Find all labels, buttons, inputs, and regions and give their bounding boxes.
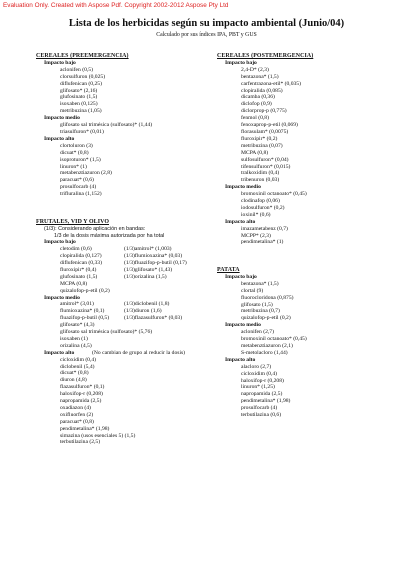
herbicide-row xyxy=(36,274,226,281)
herbicide-item: prosulfocarb (4) xyxy=(241,405,278,412)
herbicide-row xyxy=(36,260,226,267)
herbicide-item: cletodim (0,6) xyxy=(60,246,92,253)
herbicide-item: iodosulfuron* (0,2) xyxy=(241,204,285,211)
herbicide-row xyxy=(36,281,226,288)
category-label: Impacto alto xyxy=(44,349,75,356)
herbicide-item: dicamba (0,36) xyxy=(241,94,275,101)
category-heading: Impacto medio xyxy=(44,294,80,301)
herbicide-item: diflufenican (0,33) xyxy=(60,260,102,267)
herbicide-item: ioxinil* (0,6) xyxy=(241,211,271,218)
herbicide-item: alacloro (2,7) xyxy=(241,363,272,370)
herbicide-item: fluorocloridona (0,875) xyxy=(241,294,294,301)
herbicide-item: MCPA (0,8) xyxy=(241,149,269,156)
herbicide-item: 2,4-D* (2,3) xyxy=(241,66,269,73)
herbicide-item: dicuat* (0,8) xyxy=(60,149,89,156)
category-heading: Impacto bajo xyxy=(44,59,76,66)
herbicide-item: flumioxazina* (0,1) xyxy=(60,308,105,315)
herbicide-item: terbutilazina (2,5) xyxy=(60,439,101,446)
herbicide-item: napropamida (2,5) xyxy=(241,391,283,398)
herbicide-item: metribuzina (0,07) xyxy=(241,142,283,149)
category-heading: Impacto bajo xyxy=(225,59,257,66)
herbicide-item: carfentrazona-etil* (0,035) xyxy=(241,80,301,87)
category-heading: Impacto medio xyxy=(225,322,261,329)
herbicide-item: fluazifop-p-butil (0,5) xyxy=(60,315,110,322)
herbicide-item: diuron (4,8) xyxy=(60,377,87,384)
herbicide-item: glifosato* (4,3) xyxy=(60,322,95,329)
herbicide-item: simazina (usos esenciales 5) (1,5) xyxy=(60,432,136,439)
herbicide-item: quizalofop-p-etil (0,2) xyxy=(241,315,291,322)
herbicide-item: linuron* (1) xyxy=(60,163,87,170)
herbicide-item-banded: (1/3)glifosato* (1,43) xyxy=(124,267,173,273)
category-heading xyxy=(36,350,226,357)
herbicide-item: pendimetalina* (1,98) xyxy=(241,398,291,405)
herbicide-item: trifluralina (1,152) xyxy=(60,191,102,198)
herbicide-item: linuron* (1,25) xyxy=(241,384,275,391)
herbicide-item: bromoxinil octanoato* (0,45) xyxy=(241,191,307,198)
band-note-detail: 1/3 de la dosis máxima autorizada por ha total xyxy=(54,232,165,239)
right-column xyxy=(217,53,387,419)
herbicide-item: aclonifen (0,5) xyxy=(60,66,93,73)
category-heading: Impacto bajo xyxy=(225,273,257,280)
band-note: (1/3): Considerando aplicación en bandas: xyxy=(44,225,146,232)
herbicide-item: imazametabenz (0,7) xyxy=(241,225,288,232)
herbicide-item: clopiralida (0,127) xyxy=(60,253,102,260)
section-heading-frutales: FRUTALES, VID Y OLIVO xyxy=(36,218,110,225)
herbicide-item: MCPA (0,8) xyxy=(60,280,88,287)
herbicide-item: fenmol (0,8) xyxy=(241,115,269,122)
herbicide-item: MCPP* (2,3) xyxy=(241,232,271,239)
category-note: (No cambian de grupo al reducir la dosis) xyxy=(92,349,186,356)
section-heading-cereales-post: CEREALES (POSTEMERGENCIA) xyxy=(217,53,314,59)
herbicide-item: quizalofop-p-etil (0,2) xyxy=(60,287,110,294)
herbicide-item: haloxifop-r (0,208) xyxy=(60,391,103,398)
herbicide-item: aclonifen (2,7) xyxy=(241,329,274,336)
herbicide-row xyxy=(36,343,226,350)
herbicide-item: clortal (9) xyxy=(241,287,264,294)
herbicide-row xyxy=(36,267,226,274)
herbicide-item: fluroxipir* (0,4) xyxy=(60,267,97,273)
herbicide-item: diclofop (0,9) xyxy=(241,101,272,108)
herbicide-item: prosulfocarb (4) xyxy=(60,184,97,191)
herbicide-item: fluroxipir* (0,2) xyxy=(241,135,278,142)
category-heading: Impacto alto xyxy=(225,218,256,225)
herbicide-item: clortoluron (3) xyxy=(60,142,93,149)
herbicide-item: triasulfuron* (0,01) xyxy=(60,128,104,135)
herbicide-item: sulfosulfuron* (0,04) xyxy=(241,156,289,163)
category-heading: Impacto bajo xyxy=(44,239,76,246)
herbicide-item: dicuat* (0,8) xyxy=(60,370,89,377)
herbicide-row xyxy=(36,288,226,295)
herbicide-item: tifensulfuron* (0,015) xyxy=(241,163,291,170)
herbicide-item: metribuzina (0,7) xyxy=(241,308,280,315)
herbicide-item: bentazona* (1,5) xyxy=(241,280,279,287)
herbicide-item: isoxaben (1) xyxy=(60,335,88,342)
herbicide-item: metabenztiazuron (2,8) xyxy=(60,170,112,177)
herbicide-item: cicloxidim (0,4) xyxy=(60,356,97,363)
herbicide-item: glifosato sal trimésica (sulfosato)* (5,76) xyxy=(60,329,153,336)
herbicide-item-banded: (1/3)diuron (1,6) xyxy=(124,308,162,315)
page-title: Lista de los herbicidas según su impacto ambiental (Junio/04) xyxy=(68,18,345,29)
category-heading: Impacto medio xyxy=(225,184,261,191)
herbicide-item-banded: (1/3)amitrol* (1,003) xyxy=(124,246,172,253)
herbicide-item: diclobenil (5,4) xyxy=(60,363,95,370)
left-column xyxy=(36,53,226,446)
herbicide-item: clorsulfuron (0,025) xyxy=(60,73,106,80)
herbicide-item: paracuat* (0,6) xyxy=(60,177,94,184)
herbicide-item: tralkoxidim (0,4) xyxy=(241,170,280,177)
herbicide-item: haloxifop-r (0,208) xyxy=(241,377,284,384)
category-heading: Impacto medio xyxy=(44,115,80,122)
watermark: Evaluation Only. Created with Aspose Pdf. Copyright 2002-2012 Aspose Pty Ltd xyxy=(3,2,229,9)
herbicide-item: pendimetalina* (1,98) xyxy=(60,425,110,432)
herbicide-item: S-metolacloro (1,44) xyxy=(241,349,288,356)
herbicide-item: glifosato* (2,16) xyxy=(60,87,98,94)
section-heading-cereales-pre: CEREALES (PREEMERGENCIA) xyxy=(36,53,129,59)
herbicide-item-banded: (1/3)diclobenil (1,8) xyxy=(124,301,170,308)
herbicide-item-banded: (1/3)fluazifop-p-butil (0,17) xyxy=(124,260,187,267)
herbicide-item: bentazona* (1,5) xyxy=(241,73,279,80)
herbicide-item: glifosato sal trimésica (sulfosato)* (1,44) xyxy=(60,122,153,129)
herbicide-item: diclorprop-p (0,775) xyxy=(241,108,287,115)
herbicide-row xyxy=(36,322,226,329)
page-subtitle: Calculado por sus índices IPA, PBT y GUS xyxy=(156,32,257,38)
herbicide-item: glufosinato (1,5) xyxy=(60,94,98,101)
herbicide-item: pendimetalina* (1) xyxy=(241,239,284,246)
herbicide-item: tribenuron (0,03) xyxy=(241,177,280,184)
herbicide-item: amitrol* (3,01) xyxy=(60,301,94,308)
herbicide-item: glufosinato (1,5) xyxy=(60,273,98,280)
herbicide-row xyxy=(36,329,226,336)
herbicide-item: florasulam* (0,0075) xyxy=(241,128,289,135)
herbicide-item: glifosato (1,5) xyxy=(241,301,273,308)
herbicide-item-banded: (1/3)orizalina (1,5) xyxy=(124,273,167,280)
herbicide-item: oxifluorfen (2) xyxy=(60,411,94,418)
herbicide-item: fenoxaprop-p-etil (0,069) xyxy=(241,122,298,129)
herbicide-item: oxadiazon (4) xyxy=(60,404,91,411)
herbicide-item: bromoxinil octanoato* (0,45) xyxy=(241,336,307,343)
herbicide-item: metribuzina (1,05) xyxy=(60,108,102,115)
herbicide-item: orizalina (4,5) xyxy=(60,342,92,349)
herbicide-item: napropamida (2,5) xyxy=(60,398,102,405)
section-heading-patata: PATATA xyxy=(217,267,240,274)
herbicide-item: metabenztiazuron (2,1) xyxy=(241,343,293,350)
herbicide-item: isoxaben (0,125) xyxy=(60,101,98,108)
herbicide-row xyxy=(36,336,226,343)
herbicide-item: diflufenican (0,25) xyxy=(60,80,102,87)
herbicide-item: cicloxidim (0,4) xyxy=(241,370,278,377)
herbicide-item: terbutilazina (0,6) xyxy=(241,412,282,419)
category-heading: Impacto alto xyxy=(225,356,256,363)
herbicide-item: clodinafop (0,06) xyxy=(241,198,280,205)
herbicide-item: flazasulfuron* (0,1) xyxy=(60,384,105,391)
herbicide-item: clopiralida (0,085) xyxy=(241,87,283,94)
herbicide-item-banded: (1/3)flazasulfuron* (0,03) xyxy=(124,315,183,322)
herbicide-item: isoproturon* (1,5) xyxy=(60,156,101,163)
herbicide-item: paracuat* (0,8) xyxy=(60,418,94,425)
category-heading: Impacto alto xyxy=(44,135,75,142)
herbicide-item-banded: (1/3)flumioxazina* (0,03) xyxy=(124,253,183,260)
